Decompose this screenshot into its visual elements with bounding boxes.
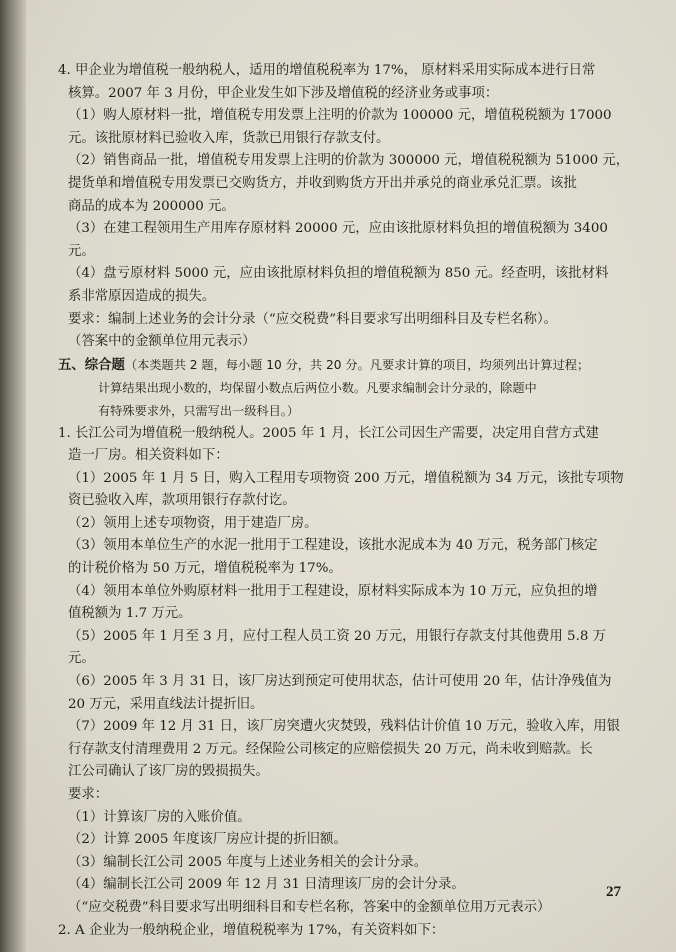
q1-line: 1. 长江公司为增值税一般纳税人。2005 年 1 月，长江公司因生产需要，决定用自营方式建 bbox=[58, 425, 600, 441]
q4-line: （4）盘亏原材料 5000 元，应由该批原材料负担的增值税额为 850 元。经查明，该批材料 bbox=[68, 266, 609, 282]
q4-line: （1）购人原材料一批，增值税专用发票上注明的价款为 100000 元，增值税税额为 17000 bbox=[68, 108, 612, 124]
q1-line: 造一厂房。相关资料如下： bbox=[68, 448, 229, 464]
section-note-line: （本类题共 2 题，每小题 10 分，共 20 分。凡要求计算的项目，均须列出计算过程； bbox=[124, 357, 590, 372]
q1-line: （1）计算该厂房的入账价值。 bbox=[68, 809, 251, 825]
q4-line: （答案中的金额单位用元表示） bbox=[68, 334, 256, 350]
q1-line: 值税额为 1.7 万元。 bbox=[68, 606, 192, 622]
q1-line: （4）领用本单位外购原材料一批用于工程建设，原材料实际成本为 10 万元，应负担的增 bbox=[68, 583, 598, 599]
q4-line: （2）销售商品一批，增值税专用发票上注明的价款为 300000 元，增值税税额为 51000 元， bbox=[68, 153, 630, 169]
question-2 bbox=[58, 920, 638, 943]
q4-line: 要求：编制上述业务的会计分录（“应交税费”科目要求写出明细科目及专栏名称）。 bbox=[68, 311, 558, 327]
q4-line: （3）在建工程领用生产用库存原材料 20000 元，应由该批原材料负担的增值税额为 3400 bbox=[68, 221, 608, 237]
q1-line: （3）领用本单位生产的水泥一批用于工程建设，该批水泥成本为 40 万元，税务部门核定 bbox=[68, 538, 598, 554]
q1-line: 江公司确认了该厂房的毁损损失。 bbox=[68, 764, 269, 780]
q1-line: 资已验收入库，款项用银行存款付讫。 bbox=[68, 493, 296, 509]
q1-line: 的计税价格为 50 万元，增值税税率为 17%。 bbox=[68, 561, 342, 577]
q1-line: （“应交税费”科目要求写出明细科目和专栏名称，答案中的金额单位用万元表示） bbox=[68, 899, 551, 915]
q4-line: 4. 甲企业为增值税一般纳税人，适用的增值税税率为 17%， 原材料采用实际成本进行日常 bbox=[58, 63, 596, 78]
q1-line: 20 万元，采用直线法计提折旧。 bbox=[68, 696, 264, 712]
section-title: 五、综合题 bbox=[58, 357, 125, 373]
q1-line: （1）2005 年 1 月 5 日，购入工程用专项物资 200 万元，增值税额为 34 万元，该批专项物 bbox=[68, 470, 624, 486]
q4-line: 核算。2007 年 3 月份，甲企业发生如下涉及增值税的经济业务或事项： bbox=[68, 85, 499, 101]
q1-line: 行存款支付清理费用 2 万元。经保险公司核定的应赔偿损失 20 万元，尚未收到赔款。长 bbox=[68, 741, 593, 757]
q1-line: 元。 bbox=[68, 651, 95, 667]
q1-line: （6）2005 年 3 月 31 日，该厂房达到预定可使用状态，估计可使用 20 年，估计净残值为 bbox=[68, 674, 612, 690]
q1-line: （2）领用上述专项物资，用于建造厂房。 bbox=[68, 515, 318, 531]
q4-line: 元。 bbox=[68, 243, 95, 259]
question-1 bbox=[58, 423, 638, 920]
q1-line: （2）计算 2005 年度该厂房应计提的折旧额。 bbox=[68, 832, 347, 848]
q2-line: 2. A 企业为一般纳税企业，增值税税率为 17%，有关资料如下： bbox=[58, 922, 445, 938]
book-spine-shadow bbox=[0, 0, 26, 952]
page-content bbox=[58, 60, 638, 942]
q4-line: 系非常原因造成的损失。 bbox=[68, 288, 216, 304]
section-note-line: 有特殊要求外，只需写出一级科目。） bbox=[98, 403, 300, 418]
q4-line: 提货单和增值税专用发票已交购货方，并收到购货方开出并承兑的商业承兑汇票。该批 bbox=[68, 175, 577, 191]
q1-line: （3）编制长江公司 2005 年度与上述业务相关的会计分录。 bbox=[68, 854, 428, 870]
q1-line: （4）编制长江公司 2009 年 12 月 31 日清理该厂房的会计分录。 bbox=[68, 877, 465, 893]
q1-line: （7）2009 年 12 月 31 日，该厂房突遭火灾焚毁，残料估计价值 10 万元，验收入库，用银 bbox=[68, 719, 621, 735]
q4-line: 元。该批原材料已验收入库，货款已用银行存款支付。 bbox=[68, 130, 390, 146]
q1-line: （5）2005 年 1 月至 3 月，应付工程人员工资 20 万元，用银行存款支付其他费用 5.8 万 bbox=[68, 628, 606, 644]
q1-line: 要求： bbox=[68, 787, 109, 802]
q4-line: 商品的成本为 200000 元。 bbox=[68, 198, 235, 214]
section-note-line: 计算结果出现小数的，均保留小数点后两位小数。凡要求编制会计分录的，除题中 bbox=[98, 381, 537, 396]
section-5-header bbox=[58, 354, 638, 423]
question-4 bbox=[58, 60, 638, 354]
page-number: 27 bbox=[606, 884, 621, 900]
